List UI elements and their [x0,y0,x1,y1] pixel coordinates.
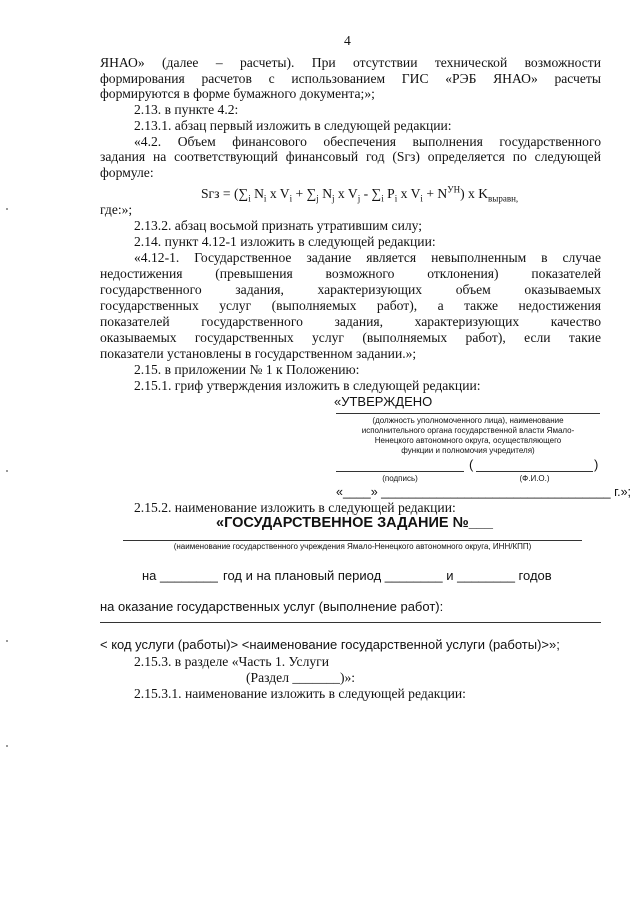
text-line: 2.13. в пункте 4.2: [134,102,239,117]
signature-caption: (подпись) [382,474,418,483]
scan-mark [6,745,8,747]
page-number: 4 [344,33,351,48]
text-line: 2.13.1. абзац первый изложить в следующей редакции: [134,118,452,133]
approval-date-line: «____» _________________________________ г.»; [336,485,632,499]
text-line: оказываемых государственных услуг (выполняемых работ), если такие [100,330,601,345]
text-line: (Раздел _______)»: [246,670,356,685]
text-line: 2.15.3.1. наименование изложить в следующей редакции: [134,686,466,701]
fio-close-paren: ) [594,457,599,472]
task-title: «ГОСУДАРСТВЕННОЕ ЗАДАНИЕ №___ [216,515,493,531]
position-caption: функции и полномочия учредителя) [401,446,535,455]
signature-line [336,471,464,472]
text-line: 2.15.3. в разделе «Часть 1. Услуги [134,654,330,669]
formula: Sгз = ($\sum_i$ $N_i$ x $V_i + \sum_j$ $N_j$ x $V_j - \sum_i$ $P_i$ x $V_i + N^{УН}$) x $K_{выравн,}$ [201,184,519,204]
services-label: на оказание государственных услуг (выполнение работ): [100,599,444,614]
text-line: 2.15.1. гриф утверждения изложить в следующей редакции: [134,378,481,393]
text-line: ЯНАО» (далее – расчеты). При отсутствии технической возможности [100,55,601,70]
text-line: недостижения (превышения возможного отклонения) показателей [100,266,601,281]
period-line-rest: год и на плановый период ________ и ________ годов [223,568,552,583]
org-caption: (наименование государственного учреждения Ямало-Ненецкого автономного округа, ИНН/КПП) [173,542,532,551]
text-line: «4.12-1. Государственное задание является невыполненным в случае [134,250,601,265]
position-caption: (должность уполномоченного лица), наименование [372,416,564,425]
text-line: показателей государственного задания, характеризующих качество [100,314,601,329]
text-line: где:»; [100,202,133,217]
text-line: формируются в форме бумажного документа;»; [100,86,375,101]
position-caption: Ненецкого автономного округа, осуществляющего [374,436,562,445]
scan-mark [6,470,8,472]
text-line: показатели установлены в государственном задании.»; [100,346,417,361]
service-code-line: < код услуги (работы)> <наименование государственной услуги (работы)>»; [100,637,560,652]
position-line [336,413,600,414]
text-line: 2.15. в приложении № 1 к Положению: [134,362,360,377]
fio-open-paren: ( [469,457,474,472]
text-line: задания на соответствующий финансовый год (Sгз) определяется по следующей [100,149,601,164]
fio-line [476,471,593,472]
text-line: формирования расчетов с использованием ГИС «РЭБ ЯНАО» расчеты [100,71,601,86]
org-line [123,540,582,541]
approval-heading: «УТВЕРЖДЕНО [334,394,433,409]
scan-mark [6,208,8,210]
text-line: 2.13.2. абзац восьмой признать утратившим силу; [134,218,423,233]
position-caption: исполнительного органа государственной власти Ямало- [361,426,575,435]
fio-caption: (Ф.И.О.) [519,474,550,483]
text-line: формуле: [100,165,154,180]
period-line-start: на ________ [142,568,218,583]
services-line [100,622,601,623]
text-line: «4.2. Объем финансового обеспечения выполнения государственного [134,134,601,149]
scan-mark [6,640,8,642]
text-line: 2.14. пункт 4.12-1 изложить в следующей редакции: [134,234,436,249]
text-line: государственных услуг (выполняемых работ), а также недостижения [100,298,601,313]
text-line: государственного задания, характеризующих объем оказываемых [100,282,601,297]
text-line: 2.15.2. наименование изложить в следующей редакции: [134,500,456,515]
